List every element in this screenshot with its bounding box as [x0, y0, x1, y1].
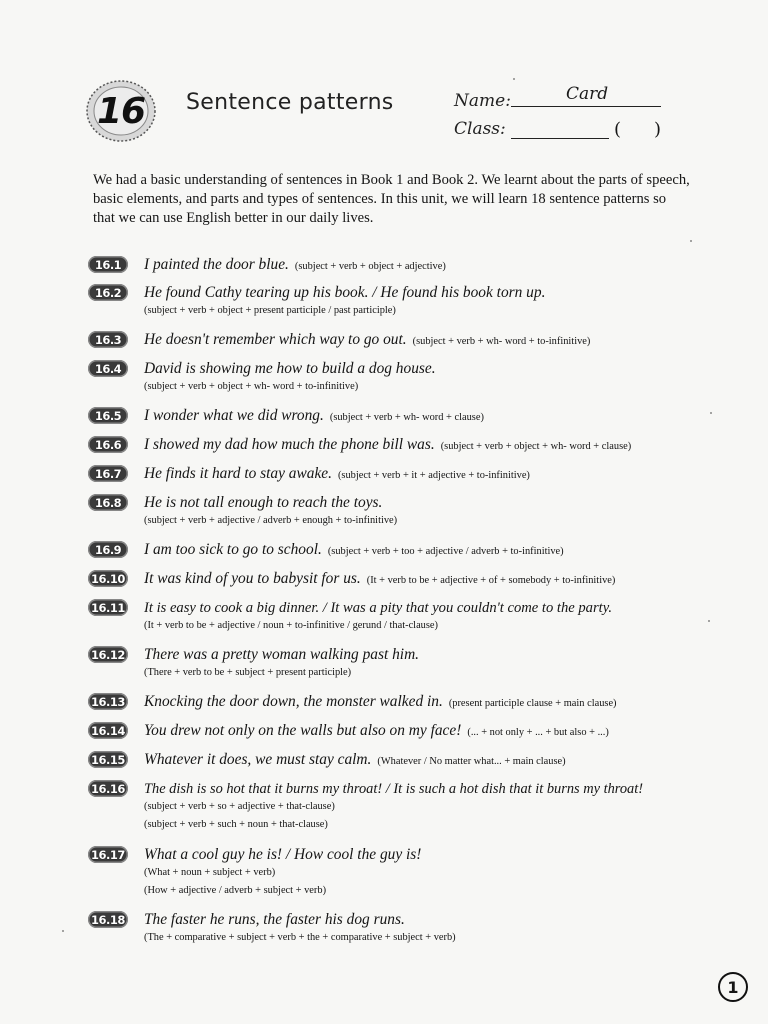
page-number: 1: [718, 972, 748, 1002]
pattern-sentence: You drew not only on the walls but also on my face!: [144, 722, 462, 739]
pattern-formula: (subject + verb + it + adjective + to-infinitive): [337, 470, 530, 481]
pattern-badge: 16.13: [88, 693, 128, 710]
pattern-formula: (subject + verb + wh- word + clause): [329, 412, 484, 423]
pattern-badge: 16.10: [88, 570, 128, 587]
pattern-formula: (subject + verb + object + wh- word + to-infinitive): [144, 381, 359, 392]
page-title: Sentence patterns: [186, 90, 394, 115]
pattern-sentence: I wonder what we did wrong.: [144, 407, 324, 424]
scan-speck: [513, 78, 515, 80]
pattern-sentence: The dish is so hot that it burns my throat! / It is such a hot dish that it burns my throat!: [144, 781, 644, 797]
pattern-sentence: He found Cathy tearing up his book. / He found his book torn up.: [144, 284, 546, 301]
pattern-badge: 16.2: [88, 284, 128, 301]
pattern-sentence: He doesn't remember which way to go out.: [144, 331, 407, 348]
pattern-formula: (subject + verb + such + noun + that-clause): [144, 819, 328, 830]
pattern-badge: 16.9: [88, 541, 128, 558]
pattern-sentence: It is easy to cook a big dinner. / It was a pity that you couldn't come to the party.: [144, 600, 613, 616]
pattern-formula: (It + verb to be + adjective + of + somebody + to-infinitive): [366, 575, 616, 586]
pattern-formula: (subject + verb + object + adjective): [294, 261, 446, 272]
pattern-formula: (subject + verb + adjective / adverb + enough + to-infinitive): [144, 515, 398, 526]
pattern-formula: (It + verb to be + adjective / noun + to-infinitive / gerund / that-clause): [144, 620, 438, 631]
pattern-formula: (subject + verb + too + adjective / adverb + to-infinitive): [327, 546, 564, 557]
pattern-badge: 16.18: [88, 911, 128, 928]
class-label: Class:: [454, 119, 506, 139]
pattern-formula: (subject + verb + wh- word + to-infinitive): [412, 336, 591, 347]
pattern-sentence: Whatever it does, we must stay calm.: [144, 751, 372, 768]
pattern-formula: (subject + verb + object + present participle / past participle): [144, 305, 396, 316]
pattern-sentence: I painted the door blue.: [144, 256, 289, 273]
pattern-sentence: David is showing me how to build a dog house.: [144, 360, 436, 377]
pattern-sentence: What a cool guy he is! / How cool the guy is!: [144, 846, 422, 863]
name-value[interactable]: Card: [566, 84, 609, 104]
pattern-badge: 16.8: [88, 494, 128, 511]
pattern-badge: 16.3: [88, 331, 128, 348]
name-underline: [511, 106, 661, 107]
pattern-badge: 16.15: [88, 751, 128, 768]
class-underline: [511, 138, 609, 139]
pattern-formula: (... + not only + ... + but also + ...): [467, 727, 609, 738]
pattern-formula: (The + comparative + subject + verb + the + comparative + subject + verb): [144, 932, 456, 943]
scan-speck: [62, 930, 64, 932]
pattern-badge: 16.6: [88, 436, 128, 453]
scan-speck: [710, 412, 712, 414]
pattern-sentence: There was a pretty woman walking past him.: [144, 646, 420, 663]
pattern-sentence: It was kind of you to babysit for us.: [144, 570, 361, 587]
name-label: Name:: [454, 91, 511, 111]
pattern-badge: 16.1: [88, 256, 128, 273]
pattern-sentence: I showed my dad how much the phone bill was.: [144, 436, 435, 453]
pattern-badge: 16.11: [88, 599, 128, 616]
pattern-sentence: He is not tall enough to reach the toys.: [144, 494, 383, 511]
pattern-formula: (subject + verb + so + adjective + that-clause): [144, 801, 335, 812]
pattern-formula: (There + verb to be + subject + present participle): [144, 667, 352, 678]
pattern-formula: (What + noun + subject + verb): [144, 867, 276, 878]
pattern-badge: 16.12: [88, 646, 128, 663]
unit-number: 16: [96, 90, 146, 132]
pattern-formula: (Whatever / No matter what... + main clause): [377, 756, 566, 767]
scan-speck: [708, 620, 710, 622]
pattern-badge: 16.17: [88, 846, 128, 863]
pattern-badge: 16.16: [88, 780, 128, 797]
pattern-formula: (subject + verb + object + wh- word + clause): [440, 441, 632, 452]
scan-speck: [690, 240, 692, 242]
pattern-badge: 16.14: [88, 722, 128, 739]
pattern-sentence: He finds it hard to stay awake.: [144, 465, 332, 482]
pattern-badge: 16.5: [88, 407, 128, 424]
pattern-sentence: The faster he runs, the faster his dog runs.: [144, 911, 405, 928]
pattern-formula: (present participle clause + main clause): [448, 698, 617, 709]
class-paren-close: ): [654, 119, 662, 140]
pattern-formula: (How + adjective / adverb + subject + verb): [144, 885, 327, 896]
pattern-sentence: I am too sick to go to school.: [144, 541, 322, 558]
pattern-badge: 16.7: [88, 465, 128, 482]
pattern-badge: 16.4: [88, 360, 128, 377]
pattern-sentence: Knocking the door down, the monster walked in.: [144, 693, 443, 710]
intro-paragraph: We had a basic understanding of sentences in Book 1 and Book 2. We learnt about the parts of speech, basic elements, and parts and types of sentences. In this unit, we will learn 18 sentence patterns so that we can use English better in our daily lives.: [93, 172, 690, 226]
class-paren-open: (: [614, 119, 622, 140]
